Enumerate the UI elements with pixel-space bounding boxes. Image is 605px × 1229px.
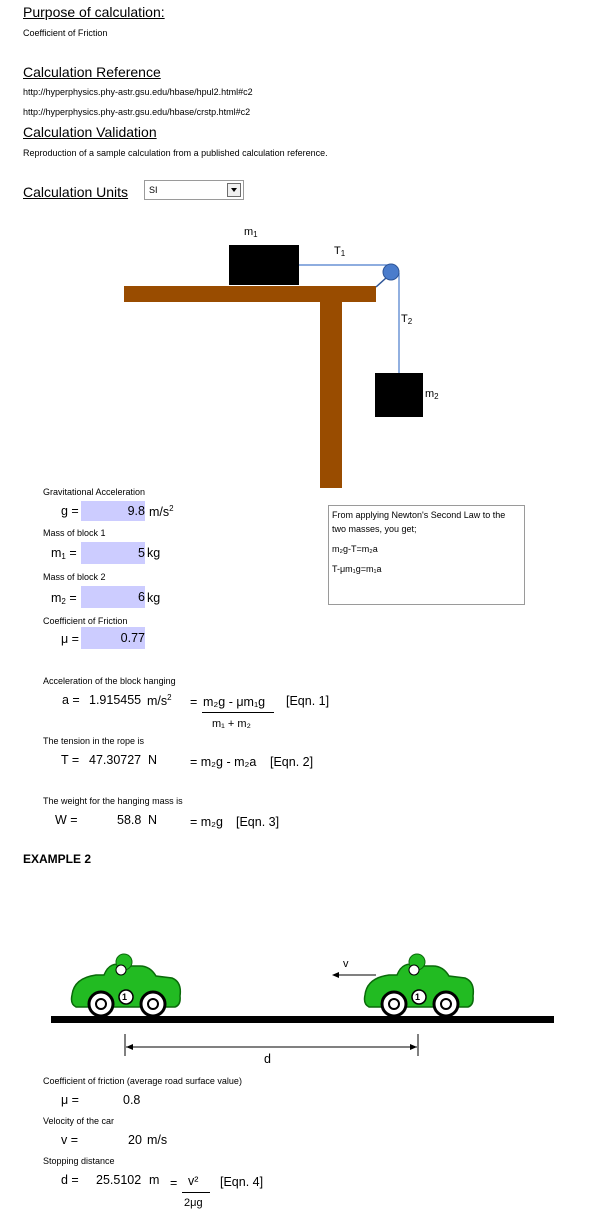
m1-unit: kg: [147, 546, 161, 560]
t-symbol: T =: [61, 753, 80, 767]
w-value: 58.8: [117, 813, 142, 827]
ex2-vel-value[interactable]: 20: [128, 1133, 142, 1147]
velocity-label: v: [343, 958, 349, 970]
a-symbol: a =: [62, 693, 80, 707]
ex2-mu-symbol: μ =: [61, 1093, 79, 1107]
ex2-mu-value[interactable]: 0.8: [123, 1093, 141, 1107]
a-label: Acceleration of the block hanging: [43, 676, 176, 686]
distance-label: d: [264, 1052, 271, 1066]
mu-label: Coefficient of Friction: [43, 616, 128, 626]
label-t1: $T_1$: [334, 245, 346, 258]
w-formula: = m₂g: [190, 815, 223, 829]
ex2-dist-unit: m: [149, 1173, 160, 1187]
label-m1: $m_1$: [244, 226, 258, 239]
car-number-start: 1: [122, 992, 128, 1002]
units-selected-value: SI: [149, 185, 158, 195]
m1-symbol: $m_1$ =: [51, 546, 77, 561]
ex2-vel-unit: m/s: [147, 1133, 168, 1147]
note-text: From applying Newton's Second Law to the two masses, you get;: [332, 510, 506, 534]
m1-input[interactable]: 5: [81, 542, 145, 564]
ex2-dist-symbol: d =: [61, 1173, 79, 1187]
a-formula-denominator: m₁ + m₂: [212, 718, 251, 730]
w-label: The weight for the hanging mass is: [43, 796, 183, 806]
mu-input[interactable]: 0.77: [81, 627, 145, 649]
t-value: 47.30727: [89, 753, 142, 767]
m2-symbol: $m_2$ =: [51, 591, 77, 606]
label-m2: $m_2$: [425, 388, 439, 401]
ex2-dist-value: 25.5102: [96, 1173, 142, 1187]
ex2-dist-denominator: 2μg: [184, 1197, 203, 1209]
a-formula-eq: =: [190, 695, 198, 709]
m2-input[interactable]: 6: [81, 586, 145, 608]
ex2-dist-formula-eq: =: [170, 1176, 178, 1190]
validation-heading: Calculation Validation: [23, 124, 157, 140]
a-eqn-ref: [Eqn. 1]: [286, 694, 330, 708]
m2-label: Mass of block 2: [43, 572, 106, 582]
a-formula-numerator: m₂g - μm₁g: [203, 695, 266, 709]
car-number-end: 1: [415, 992, 421, 1002]
a-unit: $m/s^2$: [147, 693, 172, 708]
road: [51, 1016, 554, 1023]
car-icon-end: [365, 954, 474, 1016]
g-unit: $m/s^2$: [149, 504, 174, 519]
ex2-dist-numerator: v²: [188, 1174, 199, 1188]
t-label: The tension in the rope is: [43, 736, 145, 746]
units-heading: Calculation Units: [23, 184, 129, 200]
mu-symbol: μ =: [61, 632, 79, 646]
purpose-heading: Purpose of calculation:: [23, 4, 165, 20]
ex2-fraction-bar: [182, 1192, 210, 1193]
reference-link-1[interactable]: http://hyperphysics.phy-astr.gsu.edu/hbase/hpul2.html#c2: [23, 87, 253, 97]
ex2-vel-symbol: v =: [61, 1133, 79, 1147]
a-value: 1.915455: [89, 693, 142, 707]
reference-link-2[interactable]: http://hyperphysics.phy-astr.gsu.edu/hbase/crstp.html#c2: [23, 107, 251, 117]
t-formula: = m₂g - m₂a: [190, 755, 257, 769]
w-symbol: W =: [55, 813, 78, 827]
label-t2: $T_2$: [401, 313, 413, 326]
ex2-mu-label: Coefficient of friction (average road surface value): [43, 1076, 242, 1086]
ex2-eqn-ref: [Eqn. 4]: [220, 1175, 264, 1189]
purpose-text: Coefficient of Friction: [23, 28, 108, 38]
t-unit: N: [148, 753, 158, 767]
g-input[interactable]: 9.8: [81, 501, 145, 521]
m1-label: Mass of block 1: [43, 528, 106, 538]
note-eq-2: T-μm₁g=m₁a: [332, 564, 382, 574]
g-symbol: g =: [61, 504, 79, 518]
ex2-dist-label: Stopping distance: [43, 1156, 115, 1166]
w-eqn-ref: [Eqn. 3]: [236, 815, 280, 829]
m2-unit: kg: [147, 591, 161, 605]
validation-text: Reproduction of a sample calculation from a published calculation reference.: [23, 148, 328, 158]
w-unit: N: [148, 813, 158, 827]
reference-heading: Calculation Reference: [23, 64, 161, 80]
example2-heading: EXAMPLE 2: [23, 852, 92, 866]
t-eqn-ref: [Eqn. 2]: [270, 755, 314, 769]
car-icon-start: [72, 954, 181, 1016]
g-label: Gravitational Acceleration: [43, 487, 146, 497]
ex2-vel-label: Velocity of the car: [43, 1116, 115, 1126]
note-eq-1: m₂g-T=m₂a: [332, 544, 378, 554]
